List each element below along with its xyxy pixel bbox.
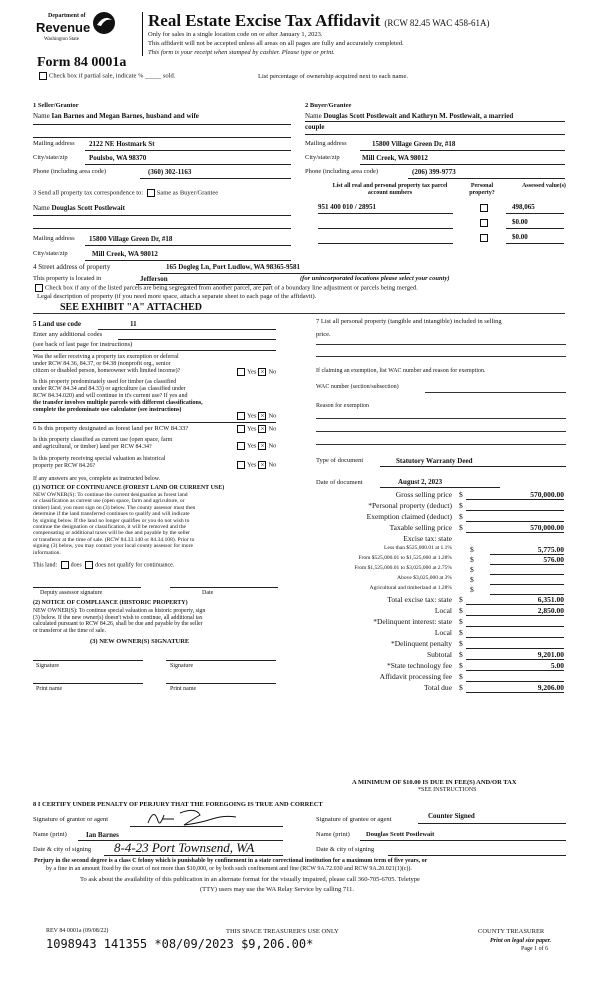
county-treasurer: COUNTY TREASURER bbox=[478, 928, 545, 935]
header-note2: This affidavit will not be accepted unless all areas on all pages are fully and accurately completed. bbox=[148, 40, 404, 47]
no-checkbox[interactable] bbox=[258, 425, 266, 433]
this-land-row: This land: does does not qualify for continuance. bbox=[33, 562, 175, 569]
corr-address-label: Mailing address bbox=[33, 235, 75, 242]
cashier-receipt-stamp: 1098943 141355 *08/09/2023 $9,206.00* bbox=[46, 937, 314, 951]
document-date-label: Date of document bbox=[316, 479, 363, 486]
street-address-row: 4 Street address of property bbox=[33, 263, 111, 271]
perjury-notice-1: Perjury in the second degree is a class C felony which is punishable by confinement in a state correctional institution for a maximum term of five years, or bbox=[34, 858, 428, 864]
no-checkbox[interactable] bbox=[258, 442, 266, 450]
buyer-phone-label: Phone (including area code) bbox=[305, 168, 379, 175]
historic-question: Is this property receiving special valuation as historical property per RCW 84.26? bbox=[33, 456, 166, 469]
buyer-address-label: Mailing address bbox=[305, 140, 347, 147]
document-type-label: Type of document bbox=[316, 457, 364, 464]
calc-value[interactable]: 5.00 bbox=[550, 661, 564, 670]
grantor-name[interactable]: Ian Barnes bbox=[86, 831, 119, 839]
minimum-due-note: A MINIMUM OF $10.00 IS DUE IN FEE(S) AND/OR TAX bbox=[352, 779, 517, 786]
calc-currency: $ bbox=[459, 501, 463, 510]
new-owner-signature-label: Signature bbox=[36, 663, 59, 669]
alternate-format-note-1: To ask about the availability of this publication in an alternate format for the visually impaired, please call 360-705-6705. Teletype bbox=[80, 876, 420, 883]
dept-line3: Washington State bbox=[44, 37, 80, 42]
land-use-code[interactable]: 11 bbox=[130, 320, 137, 328]
form-number: Form 84 0001a bbox=[37, 55, 127, 70]
calc-label: Local bbox=[434, 628, 452, 637]
forest-question: 6 Is this property designated as forest land per RCW 84.33? bbox=[33, 425, 189, 432]
grantee-signature[interactable]: Counter Signed bbox=[428, 812, 475, 820]
calc-label: Total excise tax: state bbox=[387, 595, 452, 604]
timber-question: Is this property predominately used for timber (as classified under RCW 84.34 and 84.33) or agriculture (as classified under RCW 84.34.020) and will continue in it's current use? If yes and the transfer involves multiple parcels with different classifications, complete the predominate use calculator (see instructions) bbox=[33, 379, 203, 413]
calc-label: Subtotal bbox=[426, 650, 452, 659]
calc-value-line bbox=[466, 499, 564, 500]
historic-answer: Yes× No bbox=[235, 461, 276, 469]
calc-value[interactable]: 5,775.00 bbox=[537, 545, 564, 554]
calc-value[interactable]: 6,351.00 bbox=[537, 595, 564, 604]
calc-label: From $525,000.01 to $1,525,000 at 1.28% bbox=[358, 555, 452, 561]
yes-checkbox[interactable] bbox=[237, 412, 245, 420]
calc-value-line bbox=[466, 637, 564, 638]
calc-currency: $ bbox=[459, 512, 463, 521]
calc-label: Total due bbox=[423, 683, 452, 692]
calc-value[interactable]: 9,201.00 bbox=[537, 650, 564, 659]
calc-value-line bbox=[466, 510, 564, 511]
header-note1: Only for sales in a single location code on or after January 1, 2023. bbox=[148, 31, 323, 38]
deputy-signature-label: Deputy assessor signature bbox=[40, 590, 103, 596]
calc-label: Taxable selling price bbox=[389, 523, 452, 532]
if-any-yes: If any answers are yes, complete as instructed below. bbox=[33, 476, 161, 482]
personal-property-checkbox[interactable] bbox=[480, 204, 488, 212]
notice-continuance-text: NEW OWNER(S): To continue the current designation as forest land or classification as current use (open space, farm and agriculture, or timber) land, you must sign on (3) below. The county assessor must then determine if the land transferred continues to qualify and will indicate by signing below. If the land no longer qualifies or you do not wish to continue the designation or classification, it will be removed and the compensating or additional taxes will be due and payable by the seller or transferor at the time of sale. (RCW 84.33.140 or 84.34.108). Prior to signing (3) below, you may contact your local county assessor for more information. bbox=[33, 492, 196, 556]
revenue-logo bbox=[34, 10, 122, 50]
buyer-address[interactable]: 15800 Village Green Dr, #18 bbox=[372, 140, 456, 148]
seller-city-label: City/state/zip bbox=[33, 154, 68, 161]
parcel-value[interactable]: $0.00 bbox=[512, 218, 528, 226]
form-title: Real Estate Excise Tax Affidavit (RCW 82.45 WAC 458-61A) bbox=[148, 11, 490, 30]
calc-value-line bbox=[466, 692, 564, 693]
does-not-checkbox[interactable] bbox=[85, 561, 93, 569]
correspondence-row: 3 Send all property tax correspondence to: Same as Buyer/Grantee bbox=[33, 189, 219, 197]
page-number: Page 1 of 6 bbox=[521, 946, 549, 952]
calc-currency: $ bbox=[459, 628, 463, 637]
dept-line2: Revenue bbox=[36, 20, 91, 35]
yes-checkbox[interactable] bbox=[237, 368, 245, 376]
calc-value-line bbox=[466, 648, 564, 649]
new-owner-signature-label: Signature bbox=[170, 663, 193, 669]
calc-value-line bbox=[466, 604, 564, 605]
calc-currency: $ bbox=[459, 639, 463, 648]
current-use-answer: Yes× No bbox=[235, 442, 276, 450]
same-as-buyer-checkbox[interactable] bbox=[147, 189, 155, 197]
calc-value-line bbox=[466, 521, 564, 522]
calc-currency: $ bbox=[459, 650, 463, 659]
yes-checkbox[interactable] bbox=[237, 425, 245, 433]
calc-currency: $ bbox=[459, 490, 463, 499]
buyer-city[interactable]: Mill Creek, WA 98012 bbox=[362, 154, 428, 162]
calc-label: Excise tax: state bbox=[403, 534, 452, 543]
calc-currency: $ bbox=[459, 595, 463, 604]
calc-currency: $ bbox=[470, 545, 474, 554]
partial-sale: Check box if partial sale, indicate % _____ sold. bbox=[37, 72, 175, 80]
calc-value-line bbox=[490, 584, 564, 585]
exhibit-reference: SEE EXHIBIT "A" ATTACHED bbox=[60, 302, 202, 313]
treasurer-use-only: THIS SPACE TREASURER'S USE ONLY bbox=[226, 928, 339, 935]
does-checkbox[interactable] bbox=[61, 561, 69, 569]
see-back: (see back of last page for instructions) bbox=[33, 341, 133, 348]
buyer-name[interactable]: Douglas Scott Postlewait and Kathryn M. Postlewait, a married bbox=[323, 112, 514, 120]
document-type[interactable]: Statutory Warranty Deed bbox=[396, 457, 473, 465]
yes-checkbox[interactable] bbox=[237, 442, 245, 450]
calc-label: *Personal property (deduct) bbox=[368, 501, 452, 510]
calc-currency: $ bbox=[459, 523, 463, 532]
calc-currency: $ bbox=[470, 585, 474, 594]
grantee-name[interactable]: Douglas Scott Postlewait bbox=[366, 831, 435, 838]
calc-label: *Delinquent penalty bbox=[390, 639, 452, 648]
new-owner-print-name-label: Print name bbox=[36, 686, 63, 692]
located-note: (for unincorporated locations please select your county) bbox=[300, 275, 450, 282]
notice-compliance-text: NEW OWNER(S): To continue special valuation as historic property, sign (3) below. If the new owner(s) doesn't wish to continue, all additional tax calculated pursuant to RCW 84.26, shall be due and payable by the seller or transferor at the time of sale. bbox=[33, 608, 206, 634]
buyer-name-line2: couple bbox=[305, 123, 325, 131]
calc-value-line bbox=[466, 670, 564, 671]
calc-value[interactable]: 2,850.00 bbox=[537, 606, 564, 615]
certify-statement: 8 I CERTIFY UNDER PENALTY OF PERJURY THAT THE FOREGOING IS TRUE AND CORRECT bbox=[33, 801, 323, 808]
grantor-date-city[interactable]: 8-4-23 Port Townsend, WA bbox=[114, 840, 255, 855]
calc-label: *Delinquent interest: state bbox=[373, 617, 452, 626]
timber-answer: Yes× No bbox=[235, 412, 276, 420]
seller-name-row: Name Ian Barnes and Megan Barnes, husband and wife bbox=[33, 112, 199, 120]
notice-continuance-title: (1) NOTICE OF CONTINUANCE (FOREST LAND OR CURRENT USE) bbox=[33, 485, 225, 491]
buyer-name-row: Name Douglas Scott Postlewait and Kathryn M. Postlewait, a married bbox=[305, 112, 514, 120]
dept-line1: Department of bbox=[48, 13, 86, 19]
seller-phone[interactable]: (360) 302-1163 bbox=[148, 168, 192, 176]
buyer-city-label: City/state/zip bbox=[305, 154, 340, 161]
grantee-name-label: Name (print) bbox=[316, 831, 350, 838]
located-row: This property is located in bbox=[33, 275, 102, 282]
seller-name[interactable]: Ian Barnes and Megan Barnes, husband and wife bbox=[51, 112, 199, 120]
grantor-name-label: Name (print) bbox=[33, 831, 67, 838]
parcel-number[interactable]: 951 400 010 / 28951 bbox=[318, 203, 376, 211]
new-owner-signature-title: (3) NEW OWNER(S) SIGNATURE bbox=[90, 638, 190, 645]
legal-paper-note: Print on legal size paper. bbox=[490, 938, 552, 944]
wac-number-label: WAC number (section/subsection) bbox=[316, 384, 399, 390]
calc-label: Affidavit processing fee bbox=[379, 672, 452, 681]
calc-value-line bbox=[466, 615, 564, 616]
parcels-col2: Personal property? bbox=[469, 183, 495, 196]
current-use-question: Is this property classified as current use (open space, farm and agricultural, or timber) land per RCW 84.34? bbox=[33, 437, 173, 450]
legal-description-label: Legal description of property (if you need more space, attach a separate sheet to each page of the affidavit). bbox=[37, 293, 317, 300]
corr-city[interactable]: Mill Creek, WA 98012 bbox=[92, 250, 158, 258]
calc-currency: $ bbox=[470, 575, 474, 584]
calc-currency: $ bbox=[470, 565, 474, 574]
seller-heading: 1 Seller/Grantor bbox=[33, 102, 79, 109]
calc-value-line bbox=[466, 659, 564, 660]
corr-address[interactable]: 15800 Village Green Dr, #18 bbox=[89, 235, 173, 243]
calc-label: Exemption claimed (deduct) bbox=[366, 512, 452, 521]
document-date[interactable]: August 2, 2023 bbox=[398, 478, 443, 486]
personal-property-checkbox[interactable] bbox=[480, 219, 488, 227]
segregated-row: Check box if any of the listed parcels are being segregated from another parcel, are part of a boundary line adjustment or parcels being merged. bbox=[33, 284, 418, 292]
notice-compliance-title: (2) NOTICE OF COMPLIANCE (HISTORIC PROPERTY) bbox=[33, 600, 188, 606]
calc-label: Less than $525,000.01 at 1.1% bbox=[384, 545, 452, 551]
rev-form-number: REV 84 0001a (09/08/22) bbox=[46, 928, 109, 934]
calc-label: Agricultural and timberland at 1.28% bbox=[369, 585, 452, 591]
partial-sale-checkbox[interactable] bbox=[39, 72, 47, 80]
calc-currency: $ bbox=[459, 617, 463, 626]
calc-currency: $ bbox=[459, 661, 463, 670]
calc-value-line bbox=[490, 574, 564, 575]
new-owner-print-name-label: Print name bbox=[170, 686, 197, 692]
property-street-address[interactable]: 165 Dogleg Ln, Port Ludlow, WA 98365-9581 bbox=[166, 263, 301, 271]
personal-property-price: price. bbox=[316, 331, 331, 338]
parcel-value[interactable]: $0.00 bbox=[512, 233, 528, 241]
calc-currency: $ bbox=[459, 683, 463, 692]
no-checkbox[interactable] bbox=[258, 412, 266, 420]
calc-value[interactable]: 570,000.00 bbox=[530, 490, 564, 499]
calc-currency: $ bbox=[470, 555, 474, 564]
calc-value-line bbox=[466, 681, 564, 682]
calc-value[interactable]: 570,000.00 bbox=[530, 523, 564, 532]
parcel-value[interactable]: 498,065 bbox=[512, 203, 535, 211]
corr-city-label: City/state/zip bbox=[33, 250, 68, 257]
see-instructions: *SEE INSTRUCTIONS bbox=[418, 787, 477, 793]
additional-codes: Enter any additional codes bbox=[33, 331, 103, 338]
header-note3: This form is your receipt when stamped by cashier. Please type or print. bbox=[148, 49, 335, 56]
personal-property-question: 7 List all personal property (tangible and intangible) included in selling bbox=[316, 318, 502, 325]
correspondence-name-row: Name Douglas Scott Postlewait bbox=[33, 204, 125, 212]
personal-property-checkbox[interactable] bbox=[480, 234, 488, 242]
land-use-row: 5 Land use code bbox=[33, 320, 82, 328]
alternate-format-note-2: (TTY) users may use the WA Relay Service by calling 711. bbox=[200, 886, 354, 893]
calc-currency: $ bbox=[459, 672, 463, 681]
calc-currency: $ bbox=[459, 606, 463, 615]
no-checkbox[interactable] bbox=[258, 461, 266, 469]
buyer-phone[interactable]: (206) 399-9773 bbox=[412, 168, 456, 176]
calc-value-line bbox=[466, 626, 564, 627]
parcels-col1: List all real and personal property tax parcel account numbers bbox=[332, 183, 448, 196]
property-county[interactable]: Jefferson bbox=[140, 275, 168, 283]
yes-checkbox[interactable] bbox=[237, 461, 245, 469]
calc-value[interactable]: 9,206.00 bbox=[537, 683, 564, 692]
calc-label: Gross selling price bbox=[395, 490, 452, 499]
deputy-date-label: Date bbox=[202, 590, 214, 596]
perjury-notice-2: by a fine in an amount fixed by the court of not more than $10,000, or by both such confinement and fine (RCW 9A.72.030 and RCW 9A.20.021(1)(c)). bbox=[46, 866, 412, 872]
exemption-answer: Yes× No bbox=[235, 368, 276, 376]
calc-label: Above $3,025,000 at 3% bbox=[397, 575, 452, 581]
seller-city[interactable]: Poulsbo, WA 98370 bbox=[89, 154, 147, 162]
calc-value-line bbox=[490, 564, 564, 565]
forest-answer: Yes× No bbox=[235, 425, 276, 433]
grantor-signature-label: Signature of grantor or agent bbox=[33, 816, 109, 823]
no-checkbox[interactable] bbox=[258, 368, 266, 376]
seller-phone-label: Phone (including area code) bbox=[33, 168, 107, 175]
segregated-checkbox[interactable] bbox=[35, 284, 43, 292]
calc-label: From $1,525,000.01 to $3,025,000 at 2.75% bbox=[354, 565, 452, 571]
calc-label: Local bbox=[434, 606, 452, 615]
grantee-signature-label: Signature of grantee or agent bbox=[316, 816, 392, 823]
exemption-claim-note: If claiming an exemption, list WAC number and reason for exemption. bbox=[316, 368, 486, 374]
buyer-heading: 2 Buyer/Grantee bbox=[305, 102, 352, 109]
parcels-col3: Assessed value(s) bbox=[522, 183, 566, 189]
header-divider bbox=[142, 12, 143, 56]
ownership-note: List percentage of ownership acquired next to each name. bbox=[258, 73, 408, 80]
revenue-swirl-icon bbox=[92, 10, 116, 36]
exemption-reason-label: Reason for exemption bbox=[316, 403, 369, 409]
calc-label: *State technology fee bbox=[387, 661, 452, 670]
calc-value-line bbox=[466, 532, 564, 533]
exemption-question: Was the seller receiving a property tax exemption or deferral under RCW 84.36, 84.37, or 84.38 (nonprofit org., senior citizen or disabled person, homeowner with limited income)? bbox=[33, 354, 181, 374]
calc-value[interactable]: 576.00 bbox=[543, 555, 564, 564]
seller-address-label: Mailing address bbox=[33, 140, 75, 147]
correspondence-name[interactable]: Douglas Scott Postlewait bbox=[51, 204, 125, 212]
seller-address[interactable]: 2122 NE Hostmark St bbox=[89, 140, 155, 148]
grantor-date-city-label: Date & city of signing bbox=[33, 846, 92, 853]
grantee-date-city-label: Date & city of signing bbox=[316, 846, 375, 853]
